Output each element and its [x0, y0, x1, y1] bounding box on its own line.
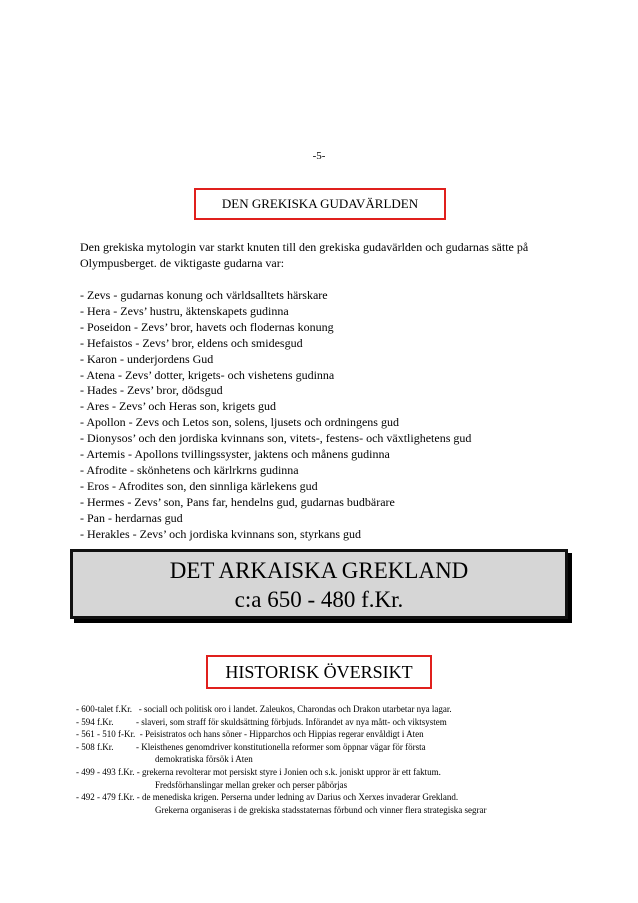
list-item: - Hera - Zevs’ hustru, äktenskapets gudinna — [80, 303, 289, 318]
banner-dates: c:a 650 - 480 f.Kr. — [234, 587, 404, 612]
timeline-entry: - 508 f.Kr. - Kleisthenes genomdriver konstitutionella reformer som öppnar vägar för första — [76, 741, 426, 752]
era-banner — [70, 549, 568, 619]
list-item: - Eros - Afrodites son, den sinnliga kärlekens gud — [80, 478, 318, 493]
list-item: - Poseidon - Zevs’ bror, havets och flodernas konung — [80, 319, 334, 334]
timeline — [76, 703, 596, 816]
timeline-entry-continuation: Fredsförhanslingar mellan greker och perser påbörjas — [155, 779, 348, 790]
list-item: - Hades - Zevs’ bror, dödsgud — [80, 383, 223, 398]
list-item: - Karon - underjordens Gud — [80, 351, 214, 366]
timeline-entry-continuation: Grekerna organiseras i de grekiska stadsstaternas förbund och vinner flera strategiska segrar — [155, 804, 487, 815]
list-item: - Herakles - Zevs’ och jordiska kvinnans son, styrkans gud — [80, 526, 362, 541]
list-item: - Afrodite - skönhetens och kärlrkrns gudinna — [80, 462, 299, 477]
timeline-entry: - 594 f.Kr. - slaveri, som straff för skuldsättning förbjuds. Införandet av nya mått- och viktsystem — [76, 716, 447, 727]
timeline-entry: - 499 - 493 f.Kr. - grekerna revolterar mot persiskt styre i Jonien och s.k. joniskt uppror är ett faktum. — [76, 766, 441, 777]
timeline-entry: - 492 - 479 f.Kr. - de menediska krigen. Perserna under ledning av Darius och Xerxes invaderar Grekland. — [76, 792, 459, 803]
gods-list — [80, 288, 580, 543]
list-item: - Artemis - Apollons tvillingssyster, jaktens och månens gudinna — [80, 447, 390, 462]
section-title-gudavarlden: DEN GREKISKA GUDAVÄRLDEN — [194, 188, 446, 220]
list-item: - Atena - Zevs’ dotter, krigets- och vishetens gudinna — [80, 367, 335, 382]
list-item: - Pan - herdarnas gud — [80, 510, 183, 525]
list-item: - Apollon - Zevs och Letos son, solens, ljusets och ordningens gud — [80, 415, 399, 430]
list-item: - Hefaistos - Zevs’ bror, eldens och smidesgud — [80, 335, 303, 350]
banner-title: DET ARKAISKA GREKLAND — [169, 558, 469, 583]
page-number: -5- — [312, 150, 326, 162]
timeline-entry: - 561 - 510 f-Kr. - Peisistratos och hans söner - Hipparchos och Hippias regerar envåldigt i Aten — [76, 729, 424, 740]
timeline-entry: - 600-talet f.Kr. - sociall och politisk oro i landet. Zaleukos, Charondas och Drakon utarbetar nya lagar. — [76, 704, 452, 714]
list-item: - Dionysos’ och den jordiska kvinnans son, vitets-, festens- och växtlighetens gud — [80, 431, 472, 446]
intro-paragraph: Den grekiska mytologin var starkt knuten till den grekiska gudavärlden och gudarnas sätte på Olympusberget. de viktigaste gudarna var: — [80, 240, 529, 270]
section-title-oversikt: HISTORISK ÖVERSIKT — [206, 655, 432, 689]
list-item: - Hermes - Zevs’ son, Pans far, hendelns gud, gudarnas budbärare — [80, 494, 395, 509]
timeline-entry-continuation: demokratiska försök i Aten — [155, 754, 253, 765]
list-item: - Zevs - gudarnas konung och världsalltets härskare — [80, 288, 328, 302]
list-item: - Ares - Zevs’ och Heras son, krigets gud — [80, 399, 277, 414]
